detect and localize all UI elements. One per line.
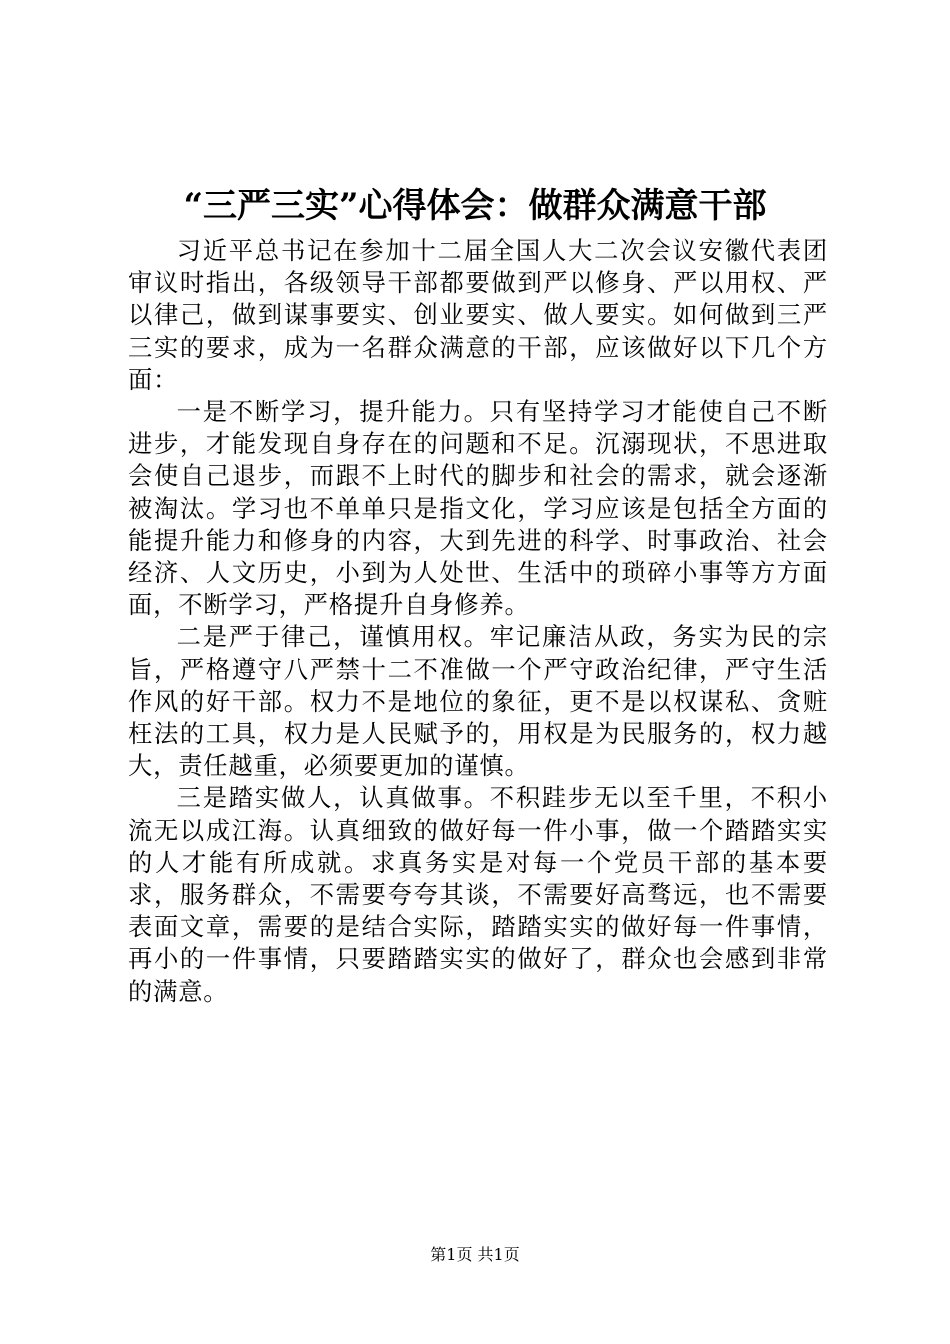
page-number-footer: 第1页 共1页 (430, 1245, 520, 1264)
paragraph-point-two: 二是严于律己，谨慎用权。牢记廉洁从政，务实为民的宗旨，严格遵守八严禁十二不准做一个严守政治纪律，严守生活作风的好干部。权力不是地位的象征，更不是以权谋私、贪赃枉法的工具，权力是人民赋予的，用权是为民服务的，权力越大，责任越重，必须要更加的谨慎。 (128, 622, 828, 781)
paragraph-intro: 习近平总书记在参加十二届全国人大二次会议安徽代表团审议时指出，各级领导干部都要做到严以修身、严以用权、严以律己，做到谋事要实、创业要实、做人要实。如何做到三严三实的要求，成为一名群众满意的干部，应该做好以下几个方面： (128, 236, 828, 394)
paragraph-point-one: 一是不断学习，提升能力。只有坚持学习才能使自己不断进步，才能发现自身存在的问题和不足。沉溺现状，不思进取会使自己退步，而跟不上时代的脚步和社会的需求，就会逐渐被淘汰。学习也不单单只是指文化，学习应该是包括全方面的能提升能力和修身的内容，大到先进的科学、时事政治、社会经济、人文历史，小到为人处世、生活中的琐碎小事等方方面面，不断学习，严格提升自身修养。 (128, 397, 828, 620)
document-title: “三严三实”心得体会：做群众满意干部 (183, 186, 767, 226)
document-body (128, 235, 828, 1008)
paragraph-point-three: 三是踏实做人，认真做事。不积跬步无以至千里，不积小流无以成江海。认真细致的做好每一件小事，做一个踏踏实实的人才能有所成就。求真务实是对每一个党员干部的基本要求，服务群众，不需要夸夸其谈，不需要好高骛远，也不需要表面文章，需要的是结合实际，踏踏实实的做好每一件事情，再小的一件事情，只要踏踏实实的做好了，群众也会感到非常的满意。 (128, 783, 828, 1006)
